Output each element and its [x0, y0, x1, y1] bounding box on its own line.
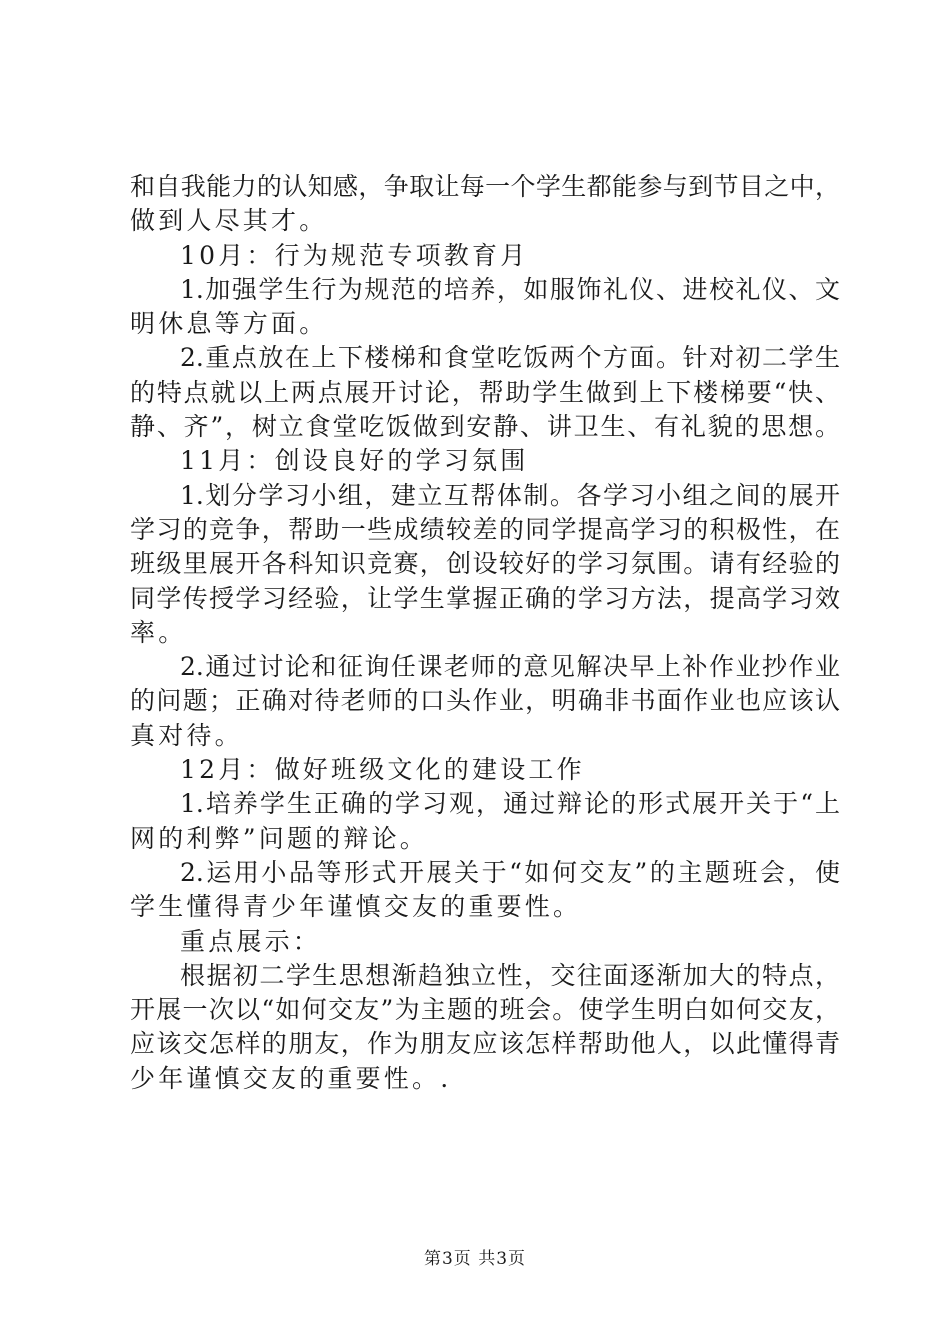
text-line: 1.加强学生行为规范的培养，如服饰礼仪、进校礼仪、文 [180, 274, 840, 304]
text-line: 1.培养学生正确的学习观，通过辩论的形式展开关于“上 [180, 789, 840, 819]
text-line: 的问题；正确对待老师的口头作业，明确非书面作业也应该认 [130, 686, 840, 716]
text-line: 根据初二学生思想渐趋独立性，交往面逐渐加大的特点， [180, 960, 840, 990]
text-line: 11月：创设良好的学习氛围 [180, 446, 529, 476]
text-line: 应该交怎样的朋友，作为朋友应该怎样帮助他人，以此懂得青 [130, 1029, 840, 1059]
text-line: 2.通过讨论和征询任课老师的意见解决早上补作业抄作业 [180, 652, 840, 682]
text-line: 明休息等方面。 [130, 309, 328, 339]
text-line: 学生懂得青少年谨慎交友的重要性。 [130, 892, 582, 922]
text-line: 静、齐”，树立食堂吃饭做到安静、讲卫生、有礼貌的思想。 [130, 412, 840, 442]
text-line: 少年谨慎交友的重要性。. [130, 1063, 452, 1093]
text-line: 12月：做好班级文化的建设工作 [180, 755, 585, 785]
text-line: 网的利弊”问题的辩论。 [130, 823, 428, 853]
text-line: 学习的竞争，帮助一些成绩较差的同学提高学习的积极性，在 [130, 514, 840, 544]
text-line: 2.运用小品等形式开展关于“如何交友”的主题班会，使 [180, 857, 840, 887]
text-line: 率。 [130, 617, 187, 647]
text-line: 重点展示： [180, 926, 322, 956]
text-line: 班级里展开各科知识竞赛，创设较好的学习氛围。请有经验的 [130, 549, 840, 579]
page-number-footer: 第3页 共3页 [423, 1249, 527, 1269]
text-line: 开展一次以“如何交友”为主题的班会。使学生明白如何交友， [130, 995, 840, 1025]
document-body [130, 170, 840, 1096]
text-line: 1.划分学习小组，建立互帮体制。各学习小组之间的展开 [180, 480, 840, 510]
text-line: 真对待。 [130, 720, 243, 750]
text-line: 做到人尽其才。 [130, 206, 328, 236]
text-line: 10月：行为规范专项教育月 [180, 240, 529, 270]
text-line: 和自我能力的认知感，争取让每一个学生都能参与到节目之中， [130, 172, 840, 201]
text-line: 的特点就以上两点展开讨论，帮助学生做到上下楼梯要“快、 [130, 377, 840, 407]
text-line: 2.重点放在上下楼梯和食堂吃饭两个方面。针对初二学生 [180, 343, 840, 373]
text-line: 同学传授学习经验，让学生掌握正确的学习方法，提高学习效 [130, 583, 840, 613]
